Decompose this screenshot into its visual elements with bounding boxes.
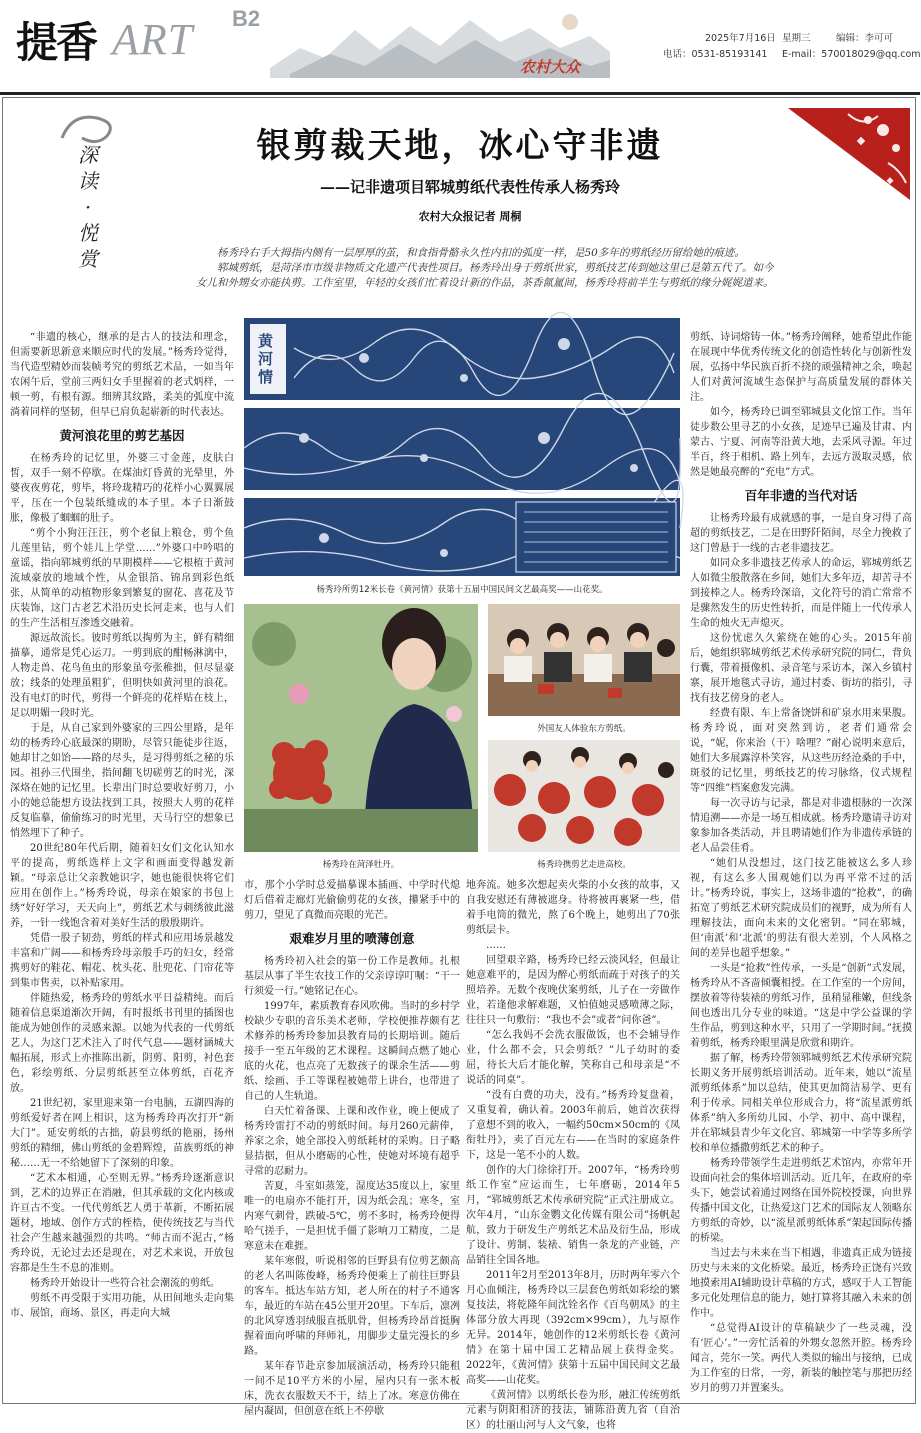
body-paragraph: “没有白费的功夫，没有。”杨秀玲复盘着，又重复着，确认着。2003年前后，她首次获得了意想不到的收入，一幅约50cm×50cm的《凤衔牡丹》，卖了百元左右——在当时的家庭条件下，这是一笔不小的人数。 (466, 1090, 680, 1161)
column-tag-char: 赏 (78, 247, 98, 271)
body-paragraph: 2011年2月至2013年8月，历时两年零六个月心血倾注，杨秀玲以三层套色剪纸如彩绘的繁复技法，将乾隆年间沈铨名作《百鸟朝凤》的主体部分放大再现（392cm×99cm），九与原作无异。2014年，她创作的12米剪纸长卷《黄河情》在第十届中国工艺精品展上获得金奖。2022年，《黄河情》获第十五届中国民间文艺最高奖——山花奖。 (466, 1270, 680, 1386)
body-paragraph: “艺术本相通，心至则无界。”杨秀玲逐渐意识到，艺术的边界正在消融，但其承载的文化内核或许亘古不变。一代代剪纸艺人勇于革新，不断拓展题材，地域、创作方式的桎梏，使传统技艺与当代社会产生越来越强烈的共鸣。“师古而不泥古，”杨秀玲说，无论过去还是现在，对艺术来说，开放包容都是生生不息的准则。 (10, 1173, 234, 1274)
body-paragraph: “剪个小狗汪汪汪，剪个老鼠上粮仓，剪个鱼儿莲里钻，剪个娃儿上学堂……”外婆口中吟唱的童谣，指向郓城剪纸的早期模样——它根植于黄河流域豪放的地域个性，从金银箔、锦帛到彩色纸张，从简单的动植物形象到繁复的窗花、喜花及节庆装饰，这门古老艺术沿历史长河走来，也与人们的生产生活相互渗透交融着。 (10, 528, 234, 629)
body-paragraph: 如同众多非遗技艺传承人的命运，郓城剪纸艺人如微尘般散落在乡间，她们大多年迈，却苦寻不到接棒之人。杨秀玲深谙，文化符号的消亡常常不是骤然发生的历史性转折，而是伴随上一代传承人生命的烛火无声熄灭。 (690, 558, 912, 629)
scroll-title: 黄河情 (258, 332, 274, 386)
column-2 (244, 878, 460, 1417)
subheadline: ——记非遗项目郓城剪纸代表性传承人杨秀玲 (319, 178, 620, 196)
editor-name: 编辑：李可可 (836, 33, 894, 44)
body-paragraph: 杨秀玲开始设计一些符合社会潮流的剪纸。 (30, 1278, 220, 1289)
body-paragraph: 剪纸、诗词熔铸一体。”杨秀玲阐释，她希望此作能在展现中华优秀传统文化的创造性转化与创新性发展，弘扬中华民族百折不挠的顽强精神之余，唤起人们对黄河流域生态保护与高质量发展的群体关注。 (690, 332, 912, 403)
body-paragraph: “她们从没想过，这门技艺能被这么多人珍视，有这么多人围观她们以为再平常不过的活计。”杨秀玲说，事实上，这场非遗的“抢救”，的确拓宽了剪纸艺术研究院成员们的视野，成为所有人理解技法，面向未来的文化密钥。“同在郓城，但‘南派’和‘北派’的剪法有很大差别，个人风格之间的差异也超乎想象。” (690, 858, 912, 959)
contact-email: E-mail：570018029@qq.com (782, 49, 921, 60)
lede (196, 246, 780, 291)
body-paragraph: “怎么我妈不会洗衣服做饭，也不会辅导作业，什么都不会，只会剪纸？”儿子幼时的委屈，待长大后才能化解，笑称自己和母亲是“不说话的同桌”。 (466, 1030, 680, 1086)
column-tag (52, 108, 122, 288)
portrait-with-red-papercut-image (244, 604, 478, 852)
body-paragraph: 白天忙着备课、上课和改作业，晚上便成了杨秀玲雷打不动的剪纸时间。每月260元薪俸，养家之余，她全部投入剪纸耗材的采购。日子略显拮据，但从小磨砺的心性，使她对坏境有超乎寻常的忍耐力。 (244, 1106, 460, 1177)
body-paragraph: 1997年，素质教育春风吹佛。当时的乡村学校缺少专职的音乐美术老师，学校便推荐颇有艺术修养的杨秀玲参加县教育局的长期培训。随后接手一至五年级的艺术课程。这瞬间点燃了她心底的火花，也点亮了无数孩子的课余生活——剪纸、绘画、手工等课程被她带上讲台，也带进了自己的人生轨道。 (244, 1001, 460, 1102)
red-papercut-corner (788, 108, 910, 200)
figure-caption: 外国友人体验东方剪纸。 (537, 724, 631, 734)
column-tag-char: · (84, 195, 92, 219)
body-paragraph: 凭借一股子韧劲，剪纸的样式和应用场景越发丰富和广阔——和杨秀玲母亲般手巧的妇女，经常携剪好的鞋花、帽花、枕头花、肚兜花、门帘花等到集市售卖，以补贴家用。 (10, 933, 234, 989)
body-paragraph: 某年春节赴京参加展演活动，杨秀玲只能租一间不足10平方米的小屋，屋内只有一张木板床，洗衣衣服数天不干，结上了冰。寒意仿佛在屋内凝固，但创意在纸上不停歇 (244, 1361, 460, 1417)
contact-phone: 电话：0531-85193141 (663, 49, 768, 60)
issue-weekday: 星期三 (782, 33, 811, 44)
body-paragraph: 在杨秀玲的记忆里，外婆三寸金莲，皮肤白皙，双手一刻不停歇。在煤油灯昏黄的光晕里，外婆夜夜剪花，剪毕，将玲珑精巧的花样小心翼翼展平，压在一个包装纸缝成的本子里。本子日渐鼓胀，像极了蝈蝈的肚子。 (10, 453, 234, 524)
body-paragraph: 于是，从自己家到外婆家的三四公里路，是年幼的杨秀玲心底最深的期盼，尽管只能徒步往返，她却甘之如饴——路的尽头，是习得剪纸之秘的乐园。祖孙三代围坐，指间翻飞切磋剪艺的时光，深深烙在她的记忆里。长辈出门时总要收好剪刀，小小的她总能想方设法找到工具，按照大人剪的花样反复临摹，偷偷练习的时光里，天马行空的想象已悄然埋下了种子。 (10, 723, 234, 839)
body-paragraph: “总觉得AI设计的草稿缺少了一些灵魂，没有‘匠心’。”一旁忙活着的外甥女忽然开腔。杨秀玲闻言，莞尔一笑。两代人类似的输出与接纳，已成为工作室的日常，一旁，新装的触控笔与那把历经岁月的剪刀并置案头。 (690, 1323, 912, 1394)
body-paragraph: 创作的大门徐徐打开。2007年，“杨秀玲剪纸工作室”应运而生，七年磨砺，2014年5月，“郓城剪纸艺术传承研究院”正式注册成立。次年4月，“山东金鹦文化传媒有限公司”扬帆起航，致力于研发生产剪纸艺术品及衍生品，形成了设计、剪制、装裱、销售一条龙的产业链，产品销往全国各地。 (466, 1165, 680, 1266)
body-paragraph: …… (486, 940, 506, 951)
column-4 (690, 330, 912, 1400)
headline: 银剪裁天地，冰心守非遗 (256, 126, 664, 166)
page-number: B2 (232, 6, 261, 31)
body-paragraph: 回望艰辛路，杨秀玲已经云淡风轻，但最让她意难平的，是因为醉心剪纸而疏于对孩子的关照培养。无数个夜晚伏案剪纸，儿子在一旁做作业，若逢他求解难题，又怕值她灵感喷薄之际，往往只一句敷衍：“我也不会”或者“问你爸”。 (466, 955, 680, 1026)
section-heading: 黄河浪花里的剪艺基因 (59, 428, 185, 443)
masthead-brand-art: ART (112, 15, 194, 64)
lede-paragraph: 郓城剪纸，是菏泽市市级非物质文化遗产代表性项目。杨秀玲出身于剪纸世家，剪纸技艺传到她这里已是第五代了。如今女儿和外甥女亦能执剪。工作室里，年轻的女孩们忙着设计新的作品，茶香氤氲间，杨秀玲将前半生与剪纸的缘分娓娓道来。 (196, 262, 774, 289)
issue-date: 2025年7月16日 (705, 33, 776, 44)
figure-caption: 杨秀玲携剪艺走进高校。 (537, 860, 631, 870)
body-paragraph: “非遗的核心，继承的是古人的技法和理念，但需要新思新意来顺应时代的发展。”杨秀玲觉得，当代造型精妙而装帧考究的剪纸艺术品，一如当年农闲午后，堂前三两妇女手里握着的老式炳样，一顿一剪，有根有源。细辨其纹路，柔美的弧度中流淌着同样的坚韧，但早已肩负起崭新的时代表达。 (10, 332, 234, 418)
lede-paragraph: 杨秀玲右手大拇指内侧有一层厚厚的茧，和食指骨骼永久性内扣的弧度一样，是50多年的剪纸经历留给她的痕迹。 (217, 247, 745, 259)
column-3 (466, 878, 680, 1431)
body-paragraph: 让杨秀玲最有成就感的事，一是自身习得了高超的剪纸技艺，二是在田野阡陌间，尽全力挽救了这门曾悬于一线的古老非遗技艺。 (690, 513, 912, 554)
foreign-friends-figure (488, 604, 680, 716)
body-paragraph: 《黄河情》以剪纸长卷为形，融汇传统剪纸元素与阴阳相济的技法，铺陈沿黄九省（自治区）的壮丽山河与人文气象，也将 (466, 1390, 680, 1431)
section-name: 农村大众 (520, 58, 581, 76)
body-paragraph: 苦夏，斗室如蒸笼，湿度达35度以上，家里唯一的电扇亦不能打开，因为纸会乱；寒冬，室内寒气刺骨，跌破-5℃，剪不多时，杨秀玲便得哈气搓手，一是担忧手僵了影响刀工精度，二是寒意未在难捱。 (244, 1181, 460, 1252)
column-tag-char: 悦 (78, 221, 98, 245)
body-paragraph: 每一次寻访与记录，都是对非遗根脉的一次深情追溯——亦是一场互相成就。杨秀玲邀请寻访对象参加各类活动，并且聘请她们作为非遗传承链的老人品尝佳肴。 (690, 798, 912, 854)
column-tag-char: 读 (78, 169, 98, 193)
masthead-brand: 提香 (16, 18, 97, 67)
body-paragraph: 市，那个小学时总爱描摹课本插画、中学时代熄灯后借着走廊灯光偷偷剪花的女孩，攥紧手中的剪刀，望见了真微而亮眼的光芒。 (244, 880, 460, 921)
figure-caption: 杨秀玲在菏泽牡丹。 (322, 860, 400, 870)
body-paragraph: 经费有限、车上常备饶饼和矿泉水用来果腹。杨秀玲说，面对突然到访，老者们通常会说，“妮，你来治（干）啥哩？”耐心说明来意后，她们大多展露淳朴笑容，从这些历经沧桑的手中，斑驳的记忆里，剪纸技艺的传习脉络，仪式规程等“四维”档案愈发完满。 (690, 708, 912, 794)
scroll-papercut-figure (244, 318, 680, 576)
column-1 (10, 330, 234, 1400)
body-paragraph: 21世纪初，家里迎来第一台电脑，五湖四海的剪纸爱好者在网上相识，这为杨秀玲再次打开“新大门”。延安剪纸的古拙，蔚县剪纸的艳丽，扬州剪纸的精细，佛山剪纸的金碧辉煌，苗族剪纸的神秘……无一不给她留下了深刻的印象。 (10, 1098, 234, 1169)
body-paragraph: 伴随热爱，杨秀玲的剪纸水平日益精纯。而后随着信息渠道渐次开阔，有时报纸书刊里的插图也能成为她创作的灵感来源。以她为代表的一代剪纸艺人，为这门艺术注入了时代气息——题材涵城大幅拓展，形式上亦推陈出新，阴剪、阳剪，衬色套色，彩绘剪纸、分层剪纸甚至立体剪纸，百花齐放。 (10, 993, 234, 1094)
body-paragraph: 剪纸不再受限于实用功能，从田间地头走向集市、展馆，商场、景区，再走向大城 (10, 1293, 234, 1319)
blue-papercut-scroll-image (244, 318, 680, 576)
byline: 农村大众报记者 周桐 (418, 210, 522, 223)
column-tag-char: 深 (78, 143, 98, 167)
body-paragraph: 如今，杨秀玲已调至郓城县文化馆工作。当年徒步数公里寻艺的小女孩，足迹早已遍及甘肃、内蒙古、宁夏、河南等沿黄大地，去采风寻源。年过半百，终于相机、路上列车，去远方汲取灵感，依然是她最亮醉的“充电”方式。 (690, 407, 912, 478)
body-paragraph: 杨秀玲带领学生走进剪纸艺术馆内，亦常年开设面向社会的集体培训活动。近几年，在政府的牵头下，她尝试着通过网络在国外院校授课，向世界传播中国文化，让热爱这门艺术的国际友人领略东方剪纸的奇妙，以“流星派剪纸体系”架起国际传播的桥梁。 (690, 1158, 912, 1244)
body-paragraph: 杨秀玲初入社会的第一份工作是教师。扎根基层从事了半生农技工作的父亲谆谆叮嘱：“干一行须爱一行。”她铭记在心。 (244, 956, 460, 997)
body-paragraph: 当过去与未来在当下相遇，非遗真正成为链接历史与未来的文化桥梁。最近，杨秀玲正饶有兴致地摸索用AI辅助设计草稿的方式，感叹于人工智能多元化处理信息的能力，她打算将其融入未来的创作中。 (690, 1248, 912, 1319)
masthead-rule (0, 92, 920, 95)
university-figure (488, 740, 680, 852)
body-paragraph: 据了解，杨秀玲带领郓城剪纸艺术传承研究院长期义务开展剪纸培训活动。近年来，她以“流星派剪纸体系”加以总结，使其更加简洁易学、更有利于传承。同相关单位形成合力，将“流星派剪纸体系”纳入多所幼儿园、小学、初中、高中课程，并在郓城县青少年文化宫、郓城第一中学等多所学校和单位播撒剪纸艺术的种子。 (690, 1053, 912, 1154)
body-paragraph: 20世纪80年代后期，随着妇女们文化认知水平的提高，剪纸选样上文字和画面变得越发新颖。“母亲总让父亲教她识字，她也能很快将它们应用在创作上。”杨秀玲说，母亲在娘家的书包上绣“好好学习，天天向上”，剪纸艺术与刺绣彼此滋养，一针一线饱含着对美好生活的殷殷期许。 (10, 843, 234, 929)
figure-caption: 杨秀玲所剪12米长卷《黄河情》获第十五届中国民间文艺最高奖——山花奖。 (316, 585, 608, 595)
students-with-papercuts-image (488, 740, 680, 852)
section-heading: 艰难岁月里的喷薄创意 (289, 931, 415, 946)
portrait-figure (244, 604, 478, 852)
masthead (0, 0, 920, 96)
body-paragraph: 地奔流。她多次想起卖火柴的小女孩的故事，又自我安慰还有薄被遮身。待将被再裹紧一些，借着手电筒的微光，熬了6个晚上，她剪出了70张剪纸层卡。 (466, 880, 680, 936)
body-paragraph: 某年寒假，听说相邻的巨野县有位剪艺颇高的老人名叫陈俊峰，杨秀玲便乘上了前往巨野县的客车。抵达车站方知，老人所在的村子不通客车，最近的车站在45公里开20里。下车后，凛冽的北风穿透羽绒服直抵肌骨，但杨秀玲昂首挺胸握着面向呼啸的拜师礼，用脚步丈量完漫长的乡路。 (244, 1256, 460, 1357)
body-paragraph: 源远故流长。彼时剪纸以掏剪为主，鲜有精细描摹，通常是凭心运刀。一剪到底的酣畅淋漓中，人物走兽、花鸟鱼虫的形象虽夸张稚拙，但尽显豪放；线条的处理虽粗犷，但明快如黄河里的浪花。没有电灯的时代，剪得一个鲜亮的花样贴在枝上，足以明媚一段时光。 (10, 633, 234, 719)
body-paragraph: 这份忧虑久久萦绕在她的心头。2015年前后，她组织郓城剪纸艺术传承研究院的同仁，背负行囊，带着摄像机、录音笔与采访本，深入乡镇村寨，展开地毯式寻访，通过村委、街坊的指引，寻找有技艺傍身的老人。 (690, 633, 912, 704)
body-paragraph: 一头是“抢救”性传承，一头是“创新”式发展，杨秀玲从不吝啬倾囊相授。在工作室的一个房间，摆放着等待装裱的剪纸习作，虽稍显稚嫩，但线条间也透出几分专业的味道。“这是中学公益课的学生作品，剪到这种水平，只用了一学期时间。”抚摸着剪纸，杨秀玲眼里满是欣赏和期许。 (690, 963, 912, 1049)
section-heading: 百年非遗的当代对话 (744, 488, 858, 503)
workshop-group-image (488, 604, 680, 716)
